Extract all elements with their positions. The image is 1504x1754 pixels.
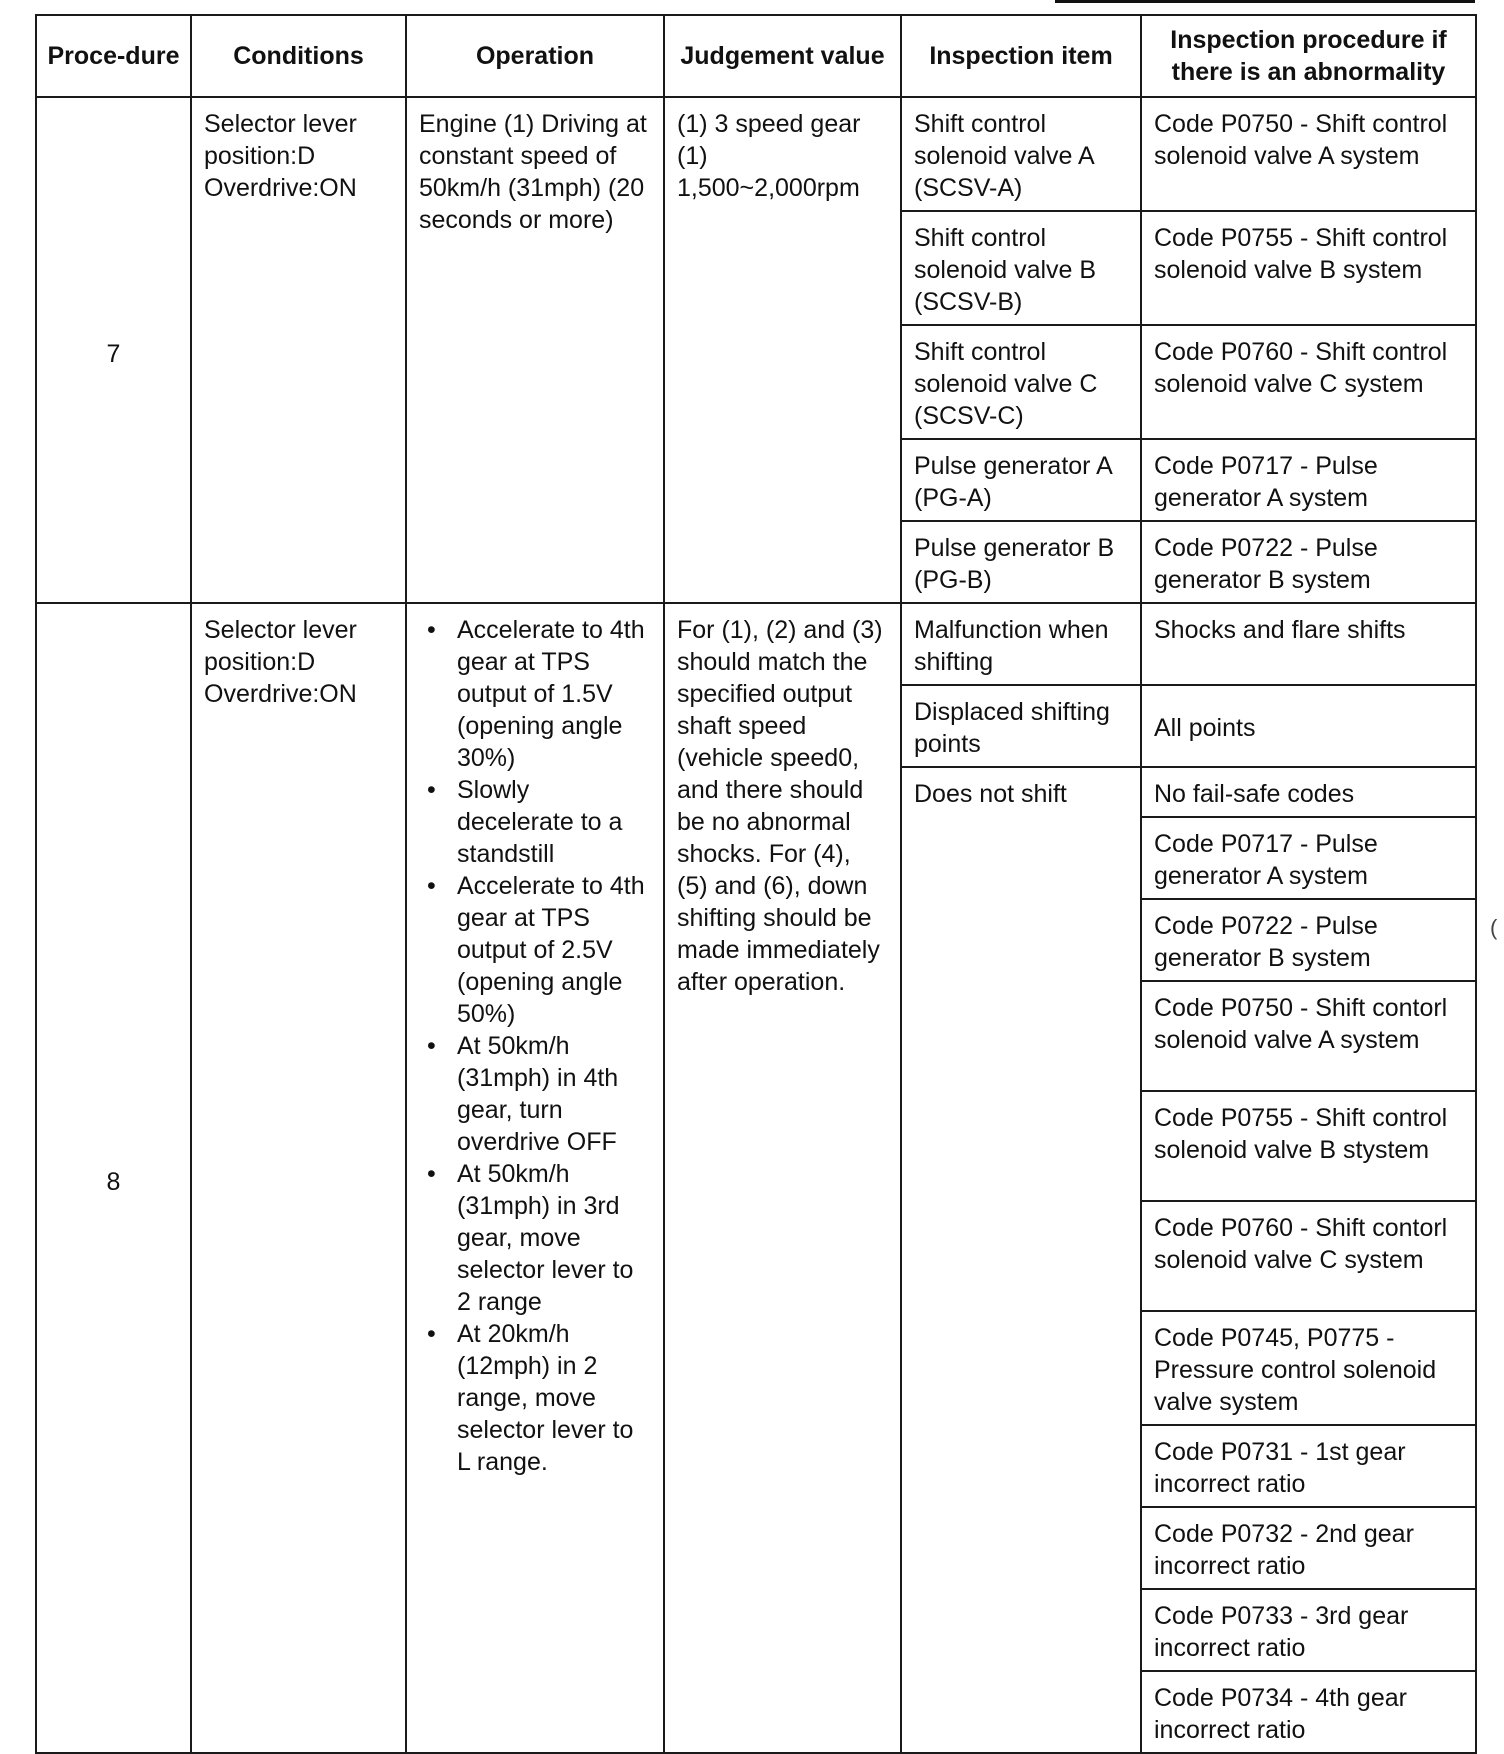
inspection-procedure: Shocks and flare shifts: [1141, 603, 1476, 685]
inspection-item: Shift control solenoid valve C (SCSV-C): [901, 325, 1141, 439]
inspection-procedure: Code P0755 - Shift control solenoid valve B stystem: [1141, 1091, 1476, 1201]
inspection-procedure: All points: [1141, 685, 1476, 767]
inspection-procedure: Code P0750 - Shift control solenoid valve A system: [1141, 97, 1476, 211]
inspection-procedure: Code P0731 - 1st gear incorrect ratio: [1141, 1425, 1476, 1507]
operation-step: • At 50km/h (31mph) in 3rd gear, move selector lever to 2 range: [457, 1158, 651, 1318]
inspection-procedure: No fail-safe codes: [1141, 767, 1476, 817]
table-row: [36, 603, 1476, 685]
header-conditions: Conditions: [191, 15, 406, 97]
procedure-number-7: 7: [36, 97, 191, 603]
conditions-8: Selector lever position:D Overdrive:ON: [191, 603, 406, 1753]
operation-step: • At 50km/h (31mph) in 4th gear, turn overdrive OFF: [457, 1030, 651, 1158]
inspection-item: Displaced shifting points: [901, 685, 1141, 767]
header-procedure: Proce-dure: [36, 15, 191, 97]
judgement-8: For (1), (2) and (3) should match the specified output shaft speed (vehicle speed0, and there should be no abnormal shocks. For (4), (5) and (6), down shifting should be made immediately after operation.: [664, 603, 901, 1753]
inspection-item: Pulse generator B (PG-B): [901, 521, 1141, 603]
operation-7: Engine (1) Driving at constant speed of 50km/h (31mph) (20 seconds or more): [406, 97, 664, 603]
procedure-number-8: 8: [36, 603, 191, 1753]
inspection-procedure: Code P0734 - 4th gear incorrect ratio: [1141, 1671, 1476, 1753]
inspection-procedure: Code P0717 - Pulse generator A system: [1141, 439, 1476, 521]
operation-step: • At 20km/h (12mph) in 2 range, move selector lever to L range.: [457, 1318, 651, 1478]
header-row: [36, 15, 1476, 97]
judgement-7: (1) 3 speed gear (1) 1,500~2,000rpm: [664, 97, 901, 603]
operation-8: [406, 603, 664, 1753]
operation-step: • Slowly decelerate to a standstill: [457, 774, 651, 870]
inspection-procedure: Code P0745, P0775 - Pressure control solenoid valve system: [1141, 1311, 1476, 1425]
inspection-procedure: Code P0760 - Shift control solenoid valve C system: [1141, 325, 1476, 439]
operation-step: • Accelerate to 4th gear at TPS output of 2.5V (opening angle 50%): [457, 870, 651, 1030]
inspection-procedure: Code P0755 - Shift control solenoid valve B system: [1141, 211, 1476, 325]
table-row: [36, 97, 1476, 211]
header-inspection-item: Inspection item: [901, 15, 1141, 97]
operation-step: • Accelerate to 4th gear at TPS output of 1.5V (opening angle 30%): [457, 614, 651, 774]
inspection-procedure: Code P0722 - Pulse generator B system: [1141, 521, 1476, 603]
inspection-item: Does not shift: [901, 767, 1141, 1753]
header-procedure-abnormal: Inspection procedure if there is an abnormality: [1141, 15, 1476, 97]
inspection-item: Shift control solenoid valve B (SCSV-B): [901, 211, 1141, 325]
inspection-procedure: Code P0760 - Shift contorl solenoid valve C system: [1141, 1201, 1476, 1311]
operation-list: [419, 614, 651, 1478]
header-operation: Operation: [406, 15, 664, 97]
inspection-item: Pulse generator A (PG-A): [901, 439, 1141, 521]
inspection-item: Malfunction when shifting: [901, 603, 1141, 685]
inspection-procedure: Code P0733 - 3rd gear incorrect ratio: [1141, 1589, 1476, 1671]
inspection-procedure: Code P0717 - Pulse generator A system: [1141, 817, 1476, 899]
inspection-table: [35, 14, 1477, 1754]
inspection-item: Shift control solenoid valve A (SCSV-A): [901, 97, 1141, 211]
conditions-7: Selector lever position:D Overdrive:ON: [191, 97, 406, 603]
top-rule: [1055, 0, 1475, 3]
inspection-procedure: Code P0722 - Pulse generator B system: [1141, 899, 1476, 981]
inspection-procedure: Code P0732 - 2nd gear incorrect ratio: [1141, 1507, 1476, 1589]
inspection-procedure: Code P0750 - Shift contorl solenoid valve A system: [1141, 981, 1476, 1091]
margin-mark: (: [1490, 915, 1498, 940]
header-judgement: Judgement value: [664, 15, 901, 97]
